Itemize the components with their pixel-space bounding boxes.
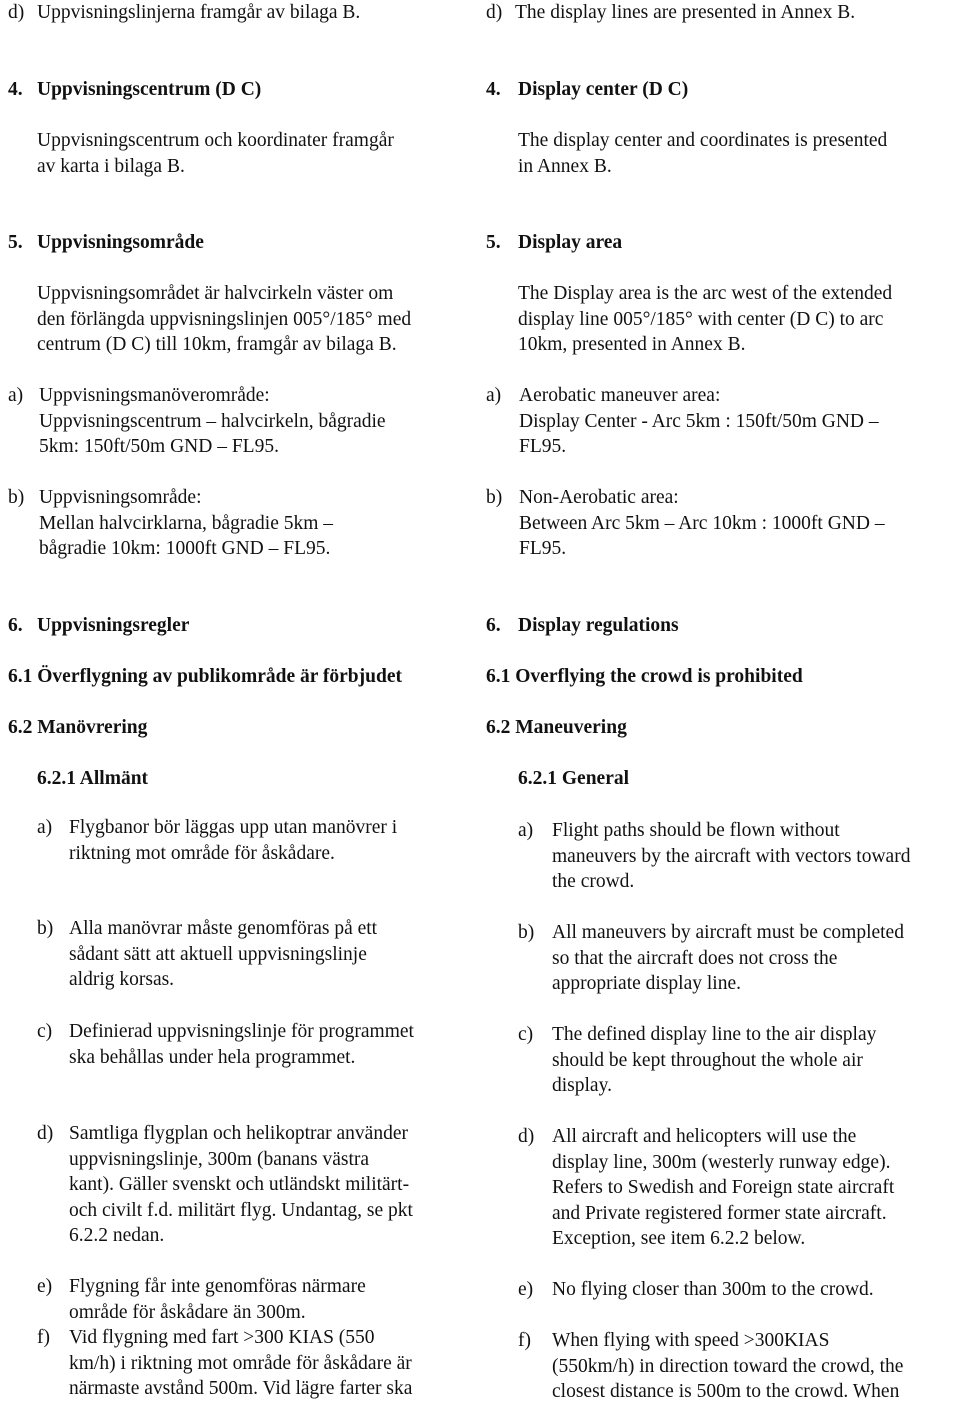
list-label: b) <box>8 487 25 508</box>
list-line: appropriate display line. <box>552 973 741 994</box>
list-line: All aircraft and helicopters will use the <box>552 1126 857 1147</box>
paragraph-line: Uppvisningsområdet är halvcirkeln väster om <box>37 283 394 304</box>
paragraph-line: The Display area is the arc west of the extended <box>518 283 893 304</box>
list-line: maneuvers by the aircraft with vectors toward <box>552 845 911 867</box>
list-line: the crowd. <box>552 871 635 892</box>
en-item-text: The display lines are presented in Annex B. <box>515 2 856 23</box>
en-item-label: d) <box>486 2 503 23</box>
paragraph-line: display line 005°/185° with center (D C) to arc <box>518 308 884 330</box>
list-line: Uppvisningscentrum – halvcirkeln, bågradie <box>39 410 386 432</box>
list-line: so that the aircraft does not cross the <box>552 947 838 969</box>
list-line: closest distance is 500m to the crowd. When <box>552 1381 900 1402</box>
sv-item-label: d) <box>8 2 25 23</box>
list-line: ska behållas under hela programmet. <box>69 1046 356 1068</box>
list-line: Alla manövrar måste genomföras på ett <box>69 918 378 939</box>
list-label: e) <box>37 1276 53 1297</box>
en-subsection-6-2-heading: 6.2 Maneuvering <box>486 717 627 738</box>
list-line: and Private registered former state aircraft. <box>552 1202 887 1224</box>
section-number: 4. <box>486 79 501 100</box>
section-title: Uppvisningsregler <box>37 615 190 636</box>
section-number: 4. <box>8 79 23 100</box>
section-number: 5. <box>8 232 23 253</box>
list-label: a) <box>8 385 24 406</box>
sv-subsection-6-1-heading: 6.1 Överflygning av publikområde är förbjudet <box>8 666 402 687</box>
paragraph-line: av karta i bilaga B. <box>37 155 185 177</box>
section-number: 6. <box>8 615 23 636</box>
list-line: Definierad uppvisningslinje för programmet <box>69 1021 414 1042</box>
section-title: Display center (D C) <box>518 79 689 100</box>
list-line: Vid flygning med fart >300 KIAS (550 <box>69 1327 375 1348</box>
list-line: uppvisningslinje, 300m (banans västra <box>69 1148 370 1170</box>
sv-subsection-6-2-heading: 6.2 Manövrering <box>8 717 148 738</box>
paragraph-line: The display center and coordinates is presented <box>518 130 888 151</box>
list-label: a) <box>486 385 502 406</box>
paragraph-line: centrum (D C) till 10km, framgår av bilaga B. <box>37 334 397 355</box>
en-subsection-6-2-1-heading: 6.2.1 General <box>518 768 630 789</box>
list-line: aldrig korsas. <box>69 969 175 990</box>
en-subsection-6-1-heading: 6.1 Overflying the crowd is prohibited <box>486 666 803 687</box>
list-label: a) <box>518 820 534 841</box>
list-label: c) <box>37 1021 53 1042</box>
section-title: Uppvisningsområde <box>37 232 204 253</box>
list-line: Flygning får inte genomföras närmare <box>69 1276 366 1297</box>
list-line: Between Arc 5km – Arc 10km : 1000ft GND – <box>519 512 885 534</box>
section-title: Display area <box>518 232 623 253</box>
list-label: b) <box>518 922 535 943</box>
list-line: FL95. <box>519 436 567 457</box>
list-line: Flygbanor bör läggas upp utan manövrer i <box>69 817 398 838</box>
list-line: Mellan halvcirklarna, bågradie 5km – <box>39 512 334 534</box>
list-line: Uppvisningsområde: <box>39 487 202 508</box>
paragraph-line: in Annex B. <box>518 155 612 177</box>
section-number: 6. <box>486 615 501 636</box>
list-line: bågradie 10km: 1000ft GND – FL95. <box>39 538 331 559</box>
list-line: km/h) i riktning mot område för åskådare är <box>69 1352 412 1374</box>
list-label: d) <box>37 1123 54 1144</box>
list-line: Exception, see item 6.2.2 below. <box>552 1228 806 1249</box>
sv-subsection-6-2-1-heading: 6.2.1 Allmänt <box>37 768 149 789</box>
list-line: riktning mot område för åskådare. <box>69 842 335 864</box>
list-line: Refers to Swedish and Foreign state aircraft <box>552 1177 895 1198</box>
paragraph-line: Uppvisningscentrum och koordinater framgår <box>37 130 394 151</box>
list-line: Uppvisningsmanöverområde: <box>39 385 270 406</box>
list-line: FL95. <box>519 538 567 559</box>
section-title: Uppvisningscentrum (D C) <box>37 79 262 100</box>
list-line: kant). Gäller svenskt och utländskt militärt- <box>69 1174 410 1195</box>
paragraph-line: den förlängda uppvisningslinjen 005°/185° med <box>37 308 412 330</box>
list-line: Aerobatic maneuver area: <box>519 385 721 406</box>
list-line: should be kept throughout the whole air <box>552 1049 863 1071</box>
list-label: f) <box>518 1330 531 1351</box>
paragraph-line: 10km, presented in Annex B. <box>518 334 746 355</box>
list-line: närmaste avstånd 500m. Vid lägre farter ska <box>69 1378 413 1399</box>
list-line: 5km: 150ft/50m GND – FL95. <box>39 436 279 457</box>
list-label: d) <box>518 1126 535 1147</box>
list-line: och civilt f.d. militärt flyg. Undantag, se pkt <box>69 1199 413 1221</box>
list-line: The defined display line to the air display <box>552 1024 877 1045</box>
list-line: Display Center - Arc 5km : 150ft/50m GND – <box>519 410 879 432</box>
list-line: No flying closer than 300m to the crowd. <box>552 1279 874 1300</box>
section-number: 5. <box>486 232 501 253</box>
list-label: a) <box>37 817 53 838</box>
list-line: (550km/h) in direction toward the crowd, the <box>552 1355 904 1377</box>
list-line: display. <box>552 1075 612 1096</box>
list-line: display line, 300m (westerly runway edge). <box>552 1151 891 1173</box>
list-label: b) <box>37 918 54 939</box>
list-line: sådant sätt att aktuell uppvisningslinje <box>69 943 367 965</box>
list-line: 6.2.2 nedan. <box>69 1225 165 1246</box>
list-line: When flying with speed >300KIAS <box>552 1330 830 1351</box>
list-label: b) <box>486 487 503 508</box>
list-label: e) <box>518 1279 534 1300</box>
list-line: Flight paths should be flown without <box>552 820 840 841</box>
list-label: f) <box>37 1327 50 1348</box>
list-line: All maneuvers by aircraft must be completed <box>552 922 904 943</box>
list-line: Samtliga flygplan och helikoptrar använder <box>69 1123 408 1144</box>
section-title: Display regulations <box>518 615 679 636</box>
sv-item-text: Uppvisningslinjerna framgår av bilaga B. <box>37 2 361 23</box>
list-label: c) <box>518 1024 534 1045</box>
list-line: Non-Aerobatic area: <box>519 487 679 508</box>
list-line: område för åskådare än 300m. <box>69 1301 306 1323</box>
